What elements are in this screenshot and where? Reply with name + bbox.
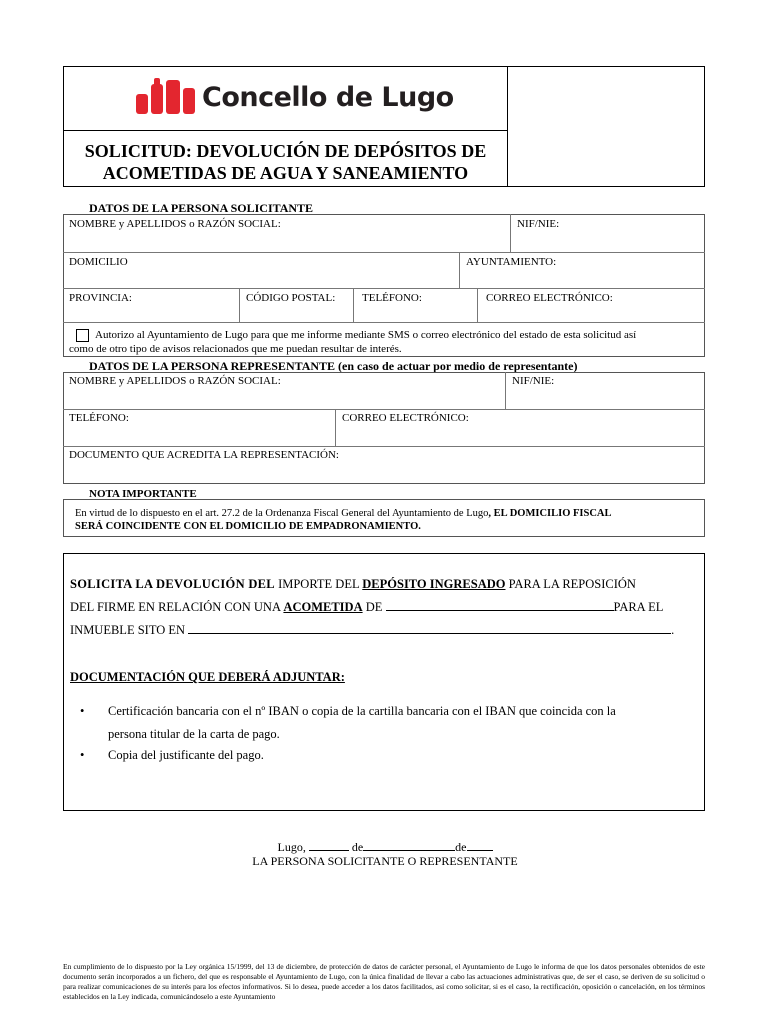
request-line1 bbox=[70, 573, 682, 596]
applicant-phone-field[interactable]: TELÉFONO: bbox=[362, 292, 422, 304]
representative-box bbox=[63, 372, 705, 484]
representative-doc-field[interactable]: DOCUMENTO QUE ACREDITA LA REPRESENTACIÓN: bbox=[69, 449, 339, 461]
request-line3-start: INMUEBLE SITO EN bbox=[70, 623, 189, 637]
request-deposit: DEPÓSITO INGRESADO bbox=[362, 577, 506, 591]
applicant-row-line bbox=[63, 322, 705, 323]
applicant-col-line bbox=[459, 252, 460, 288]
acometida-blank[interactable] bbox=[386, 598, 614, 611]
signature-role: LA PERSONA SOLICITANTE O REPRESENTANTE bbox=[252, 854, 518, 868]
doc-bullet: • bbox=[80, 704, 85, 718]
applicant-address-field[interactable]: DOMICILIO bbox=[69, 256, 128, 268]
form-title-line1: SOLICITUD: DEVOLUCIÓN DE DEPÓSITOS DE bbox=[84, 141, 487, 161]
representative-col-line bbox=[335, 409, 336, 446]
doc-bullet: • bbox=[80, 748, 85, 762]
consent-text-line1: Autorizo al Ayuntamiento de Lugo para que me informe mediante SMS o correo electrónico del estado de esta solicitud así bbox=[95, 329, 637, 341]
applicant-col-line bbox=[353, 288, 354, 322]
doc-item-1-line2: persona titular de la carta de pago. bbox=[108, 727, 280, 741]
logo bbox=[134, 76, 454, 120]
applicant-email-field[interactable]: CORREO ELECTRÓNICO: bbox=[486, 292, 613, 304]
year-blank[interactable] bbox=[467, 838, 493, 851]
representative-name-field[interactable]: NOMBRE y APELLIDOS o RAZÓN SOCIAL: bbox=[69, 375, 281, 387]
consent-text-line2: como de otro tipo de avisos relacionados que me puedan resultar de interés. bbox=[69, 343, 402, 355]
request-text-end: PARA LA REPOSICIÓN bbox=[505, 577, 636, 591]
applicant-postal-field[interactable]: CÓDIGO POSTAL: bbox=[246, 292, 336, 304]
applicant-row-line bbox=[63, 252, 705, 253]
request-text: IMPORTE DEL bbox=[274, 577, 363, 591]
representative-section-title: DATOS DE LA PERSONA REPRESENTANTE (en caso de actuar por medio de representante) bbox=[89, 359, 578, 373]
month-blank[interactable] bbox=[363, 838, 455, 851]
note-text-bold1: , EL DOMICILIO FISCAL bbox=[488, 508, 612, 519]
applicant-name-field[interactable]: NOMBRE y APELLIDOS o RAZÓN SOCIAL: bbox=[69, 218, 281, 230]
representative-row-line bbox=[63, 409, 705, 410]
request-bold-lead: SOLICITA LA DEVOLUCIÓN DEL bbox=[70, 577, 275, 591]
privacy-footer: En cumplimiento de lo dispuesto por la Ley orgánica 15/1999, del 13 de diciembre, de protección de datos de carácter personal, el Ayuntamiento de Lugo le informa de que los datos personales obtenidos de este documento serán incorporados a un fichero, del que es responsable el Ayuntamiento de Lugo, con la única finalidad de llevar a cabo las actuaciones administrativas que, de ser el caso, se deriven de su solicitud o para realizar comunicaciones de su interés para los efectos informativos. Si lo desea, puede acceder a los datos facilitados, así como solicitar, si es el caso, la rectificación, oposición o cancelación, en los términos establecidos en la Ley indicada, comunicándoselo a este Ayuntamiento bbox=[63, 962, 705, 1001]
representative-phone-field[interactable]: TELÉFONO: bbox=[69, 412, 129, 424]
request-line2-start: DEL FIRME EN RELACIÓN CON UNA bbox=[70, 600, 284, 614]
applicant-col-line bbox=[510, 214, 511, 252]
signature-de1: de bbox=[351, 840, 364, 854]
note-title: NOTA IMPORTANTE bbox=[89, 488, 197, 500]
form-title bbox=[63, 140, 508, 184]
applicant-col-line bbox=[239, 288, 240, 322]
applicant-col-line bbox=[477, 288, 478, 322]
logo-text: Concello de Lugo bbox=[202, 82, 454, 113]
note-text-part1: En virtud de lo dispuesto en el art. 27.2 de la Ordenanza Fiscal General del Ayuntamiento de Lugo bbox=[75, 508, 489, 519]
concello-logo-icon bbox=[134, 76, 202, 118]
note-text bbox=[75, 507, 695, 533]
signature-de2: de bbox=[455, 840, 467, 854]
applicant-nif-field[interactable]: NIF/NIE: bbox=[517, 218, 560, 230]
representative-nif-field[interactable]: NIF/NIE: bbox=[512, 375, 555, 387]
representative-col-line bbox=[505, 372, 506, 409]
form-title-line2: ACOMETIDAS DE AGUA Y SANEAMIENTO bbox=[102, 163, 469, 183]
note-text-bold2: SERÁ COINCIDENTE CON EL DOMICILIO DE EMPADRONAMIENTO. bbox=[75, 521, 421, 532]
applicant-province-field[interactable]: PROVINCIA: bbox=[69, 292, 132, 304]
consent-checkbox[interactable] bbox=[76, 329, 89, 342]
doc-item-2-text: Copia del justificante del pago. bbox=[108, 748, 264, 762]
header-divider-horizontal bbox=[63, 130, 508, 131]
doc-item-1-line1: Certificación bancaria con el nº IBAN o copia de la cartilla bancaria con el IBAN que coincida con la bbox=[108, 704, 616, 718]
request-line3 bbox=[70, 619, 685, 642]
request-line2 bbox=[70, 596, 685, 619]
request-line2-end: PARA EL bbox=[613, 600, 664, 614]
representative-row-line bbox=[63, 446, 705, 447]
signature-place: Lugo, bbox=[277, 840, 306, 854]
day-blank[interactable] bbox=[309, 838, 349, 851]
request-line2-de: DE bbox=[362, 600, 386, 614]
request-acometida: ACOMETIDA bbox=[283, 600, 363, 614]
request-line3-end: . bbox=[671, 623, 675, 637]
inmueble-blank[interactable] bbox=[188, 621, 671, 634]
applicant-row-line bbox=[63, 288, 705, 289]
representative-email-field[interactable]: CORREO ELECTRÓNICO: bbox=[342, 412, 469, 424]
applicant-city-field[interactable]: AYUNTAMIENTO: bbox=[466, 256, 557, 268]
applicant-section-title: DATOS DE LA PERSONA SOLICITANTE bbox=[89, 201, 314, 215]
docs-title: DOCUMENTACIÓN QUE DEBERÁ ADJUNTAR: bbox=[70, 670, 345, 684]
